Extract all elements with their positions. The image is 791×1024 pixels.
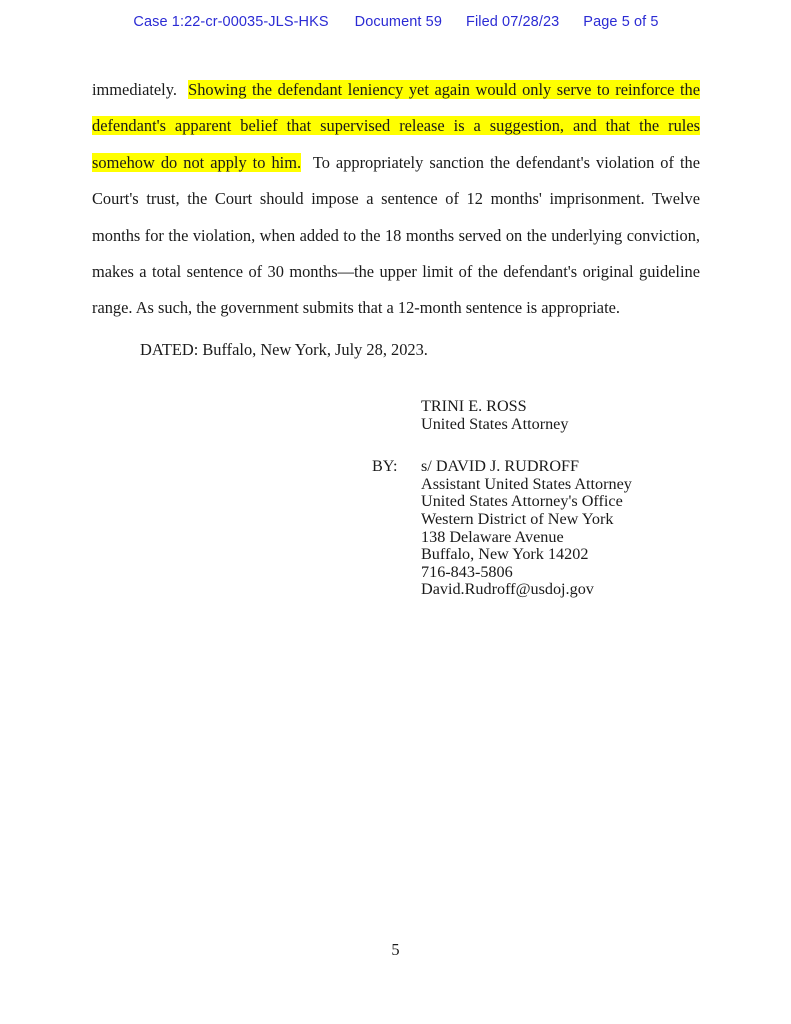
signer-phone-number: 716-843-5806 [421,562,513,581]
signer-address-line: 138 Delaware Avenue [421,527,564,546]
signature-block [372,398,632,599]
paragraph-trailing-text: To appropriately sanction the defendant's violation of the Court's trust, the Court should impose a sentence of 12 months' imprisonment. Twelve months for the violation, when added to the 18 months served on the underlying conviction, makes a total sentence of 30 months—the upper limit of the defendant's original guideline range. As such, the government submits that a 12-month sentence is appropriate. [92,152,700,318]
attorney-name: TRINI E. ROSS [421,397,527,415]
electronic-signature: s/ DAVID J. RUDROFF [421,457,580,476]
ecf-header-stamp [92,14,700,30]
dated-line: DATED: Buffalo, New York, July 28, 2023. [140,340,428,359]
highlighted-passage: Showing the defendant leniency yet again would only serve to reinforce the defendant's apparent belief that supervised release is a suggestion, and that the rules somehow do not apply to him. [92,80,700,172]
signer-address-line: Buffalo, New York 14202 [421,545,589,564]
ecf-page-count: Page 5 of 5 [583,14,659,30]
by-label: BY: [372,457,398,476]
ecf-filed-date: Filed 07/28/23 [465,14,560,30]
signer-address-line: Western District of New York [421,509,614,528]
signer-address-line: United States Attorney's Office [421,492,623,511]
ecf-document-number: Document 59 [354,14,442,30]
signer-address-line: Assistant United States Attorney [421,474,632,493]
ecf-case-number: Case 1:22-cr-00035-JLS-HKS [133,14,329,30]
footer-page-number: 5 [391,940,400,959]
closing-paragraph [92,72,700,327]
us-attorney-identity [421,398,632,433]
signed-by-row [372,458,632,599]
signer-email-address: David.Rudroff@usdoj.gov [421,580,594,599]
attorney-title: United States Attorney [421,414,569,433]
paragraph-lead-text: immediately. [92,80,177,99]
signer-details [421,458,632,599]
body-text-block [92,72,700,327]
